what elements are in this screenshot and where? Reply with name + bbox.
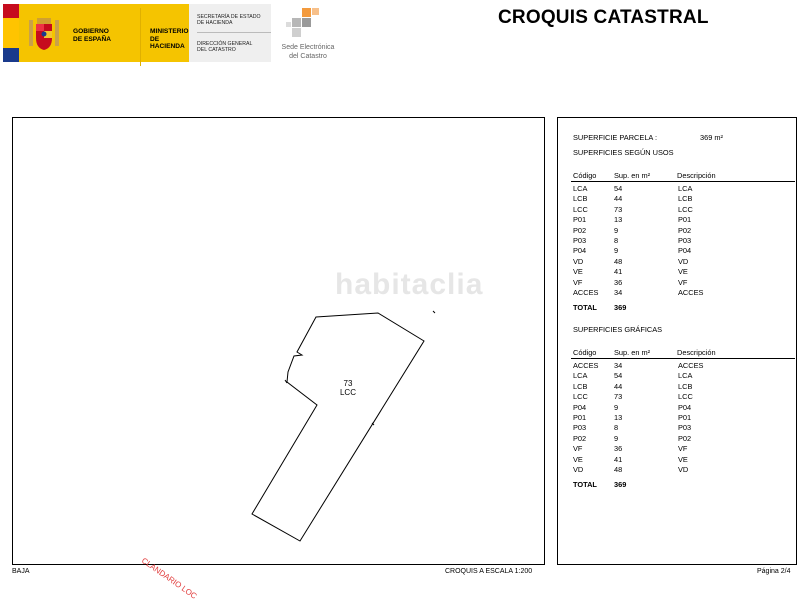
row-desc: ACCES bbox=[678, 288, 704, 297]
row-codigo: P04 bbox=[573, 246, 587, 256]
table-row bbox=[573, 246, 793, 256]
row-desc: VD bbox=[678, 256, 689, 266]
table-row bbox=[573, 257, 793, 267]
row-codigo: ACCES bbox=[573, 361, 599, 370]
row-codigo: VD bbox=[573, 465, 584, 474]
row-sup: 73 bbox=[614, 392, 623, 402]
row-desc: P01 bbox=[678, 413, 692, 422]
row-sup: 54 bbox=[614, 184, 623, 193]
table-row bbox=[573, 403, 793, 413]
row-codigo: LCA bbox=[573, 184, 588, 193]
row-sup: 8 bbox=[614, 236, 619, 245]
row-sup: 9 bbox=[614, 246, 619, 256]
row-codigo: ACCES bbox=[573, 288, 599, 297]
table-row bbox=[573, 382, 793, 392]
row-sup: 41 bbox=[614, 454, 623, 464]
page-number: Página 2/4 bbox=[757, 568, 791, 575]
parcel-label bbox=[336, 379, 360, 397]
row-codigo: LCC bbox=[573, 204, 588, 214]
row-desc: P01 bbox=[678, 215, 692, 225]
row-desc: LCB bbox=[678, 194, 693, 204]
row-sup: 36 bbox=[614, 444, 623, 454]
graficas-header-rule bbox=[571, 358, 795, 359]
parcel-use: LCC bbox=[339, 388, 356, 397]
row-sup: 34 bbox=[614, 288, 623, 297]
table-row bbox=[573, 444, 793, 454]
table-row bbox=[573, 455, 793, 465]
parcel-tick bbox=[433, 311, 435, 313]
row-codigo: P01 bbox=[573, 215, 587, 225]
table-row bbox=[573, 184, 793, 194]
table-row bbox=[573, 434, 793, 444]
gobierno-line-2: DE ESPAÑA bbox=[73, 35, 111, 43]
sede-line-1: Sede Electrónica bbox=[281, 44, 335, 51]
row-sup: 34 bbox=[614, 361, 623, 370]
table-row bbox=[573, 361, 793, 371]
table-row bbox=[573, 392, 793, 402]
usos-col-codigo: Código bbox=[573, 171, 597, 180]
secretaria-line-2: DE HACIENDA bbox=[197, 20, 233, 27]
row-codigo: P02 bbox=[573, 433, 587, 443]
row-codigo: VE bbox=[573, 267, 583, 277]
table-row bbox=[573, 205, 793, 215]
row-sup: 9 bbox=[614, 433, 619, 443]
ministerio-line-1: MINISTERIO bbox=[150, 28, 189, 35]
row-sup: 13 bbox=[614, 413, 623, 422]
page-title: CROQUIS CATASTRAL bbox=[498, 7, 709, 28]
row-desc: LCA bbox=[678, 184, 693, 193]
graficas-col-codigo: Código bbox=[573, 348, 597, 357]
row-desc: P02 bbox=[678, 433, 692, 443]
direccion-line-2: DEL CATASTRO bbox=[197, 47, 236, 54]
row-desc: P04 bbox=[678, 402, 692, 412]
floor-label: BAJA bbox=[12, 568, 30, 575]
row-codigo: P03 bbox=[573, 236, 587, 245]
table-row bbox=[573, 278, 793, 288]
table-row bbox=[573, 371, 793, 381]
row-sup: 9 bbox=[614, 402, 619, 412]
graficas-title: SUPERFICIES GRÁFICAS bbox=[573, 325, 663, 334]
usos-col-sup: Sup. en m² bbox=[614, 171, 651, 180]
table-row bbox=[573, 194, 793, 204]
row-codigo: P01 bbox=[573, 413, 587, 422]
row-codigo: VF bbox=[573, 444, 583, 454]
row-codigo: LCB bbox=[573, 194, 588, 204]
table-row bbox=[573, 215, 793, 225]
row-sup: 9 bbox=[614, 225, 619, 235]
graficas-total-label: TOTAL bbox=[573, 480, 597, 489]
row-desc: ACCES bbox=[678, 361, 704, 370]
row-codigo: LCB bbox=[573, 381, 588, 391]
row-codigo: VD bbox=[573, 256, 584, 266]
gobierno-line-1: GOBIERNO bbox=[73, 28, 109, 35]
row-sup: 44 bbox=[614, 381, 623, 391]
secretaria-line-1: SECRETARÍA DE ESTADO bbox=[197, 14, 261, 20]
row-desc: VF bbox=[678, 444, 688, 454]
row-desc: VE bbox=[678, 267, 688, 277]
table-row bbox=[573, 413, 793, 423]
graficas-col-desc: Descripción bbox=[677, 348, 716, 357]
row-desc: LCA bbox=[678, 371, 693, 381]
row-desc: LCC bbox=[678, 392, 693, 402]
scale-label: CROQUIS A ESCALA 1:200 bbox=[445, 568, 533, 575]
row-sup: 41 bbox=[614, 267, 623, 277]
row-sup: 73 bbox=[614, 204, 623, 214]
row-sup: 48 bbox=[614, 465, 623, 474]
parcel-code: 73 bbox=[343, 379, 353, 388]
direccion-line-1: DIRECCIÓN GENERAL bbox=[197, 41, 253, 47]
row-desc: VD bbox=[678, 465, 689, 474]
usos-total-value: 369 bbox=[614, 303, 627, 312]
usos-header-rule bbox=[571, 181, 795, 182]
row-desc: P03 bbox=[678, 423, 692, 433]
table-row bbox=[573, 288, 793, 298]
sede-line-2: del Catastro bbox=[289, 52, 327, 60]
usos-total-label: TOTAL bbox=[573, 303, 597, 312]
table-row bbox=[573, 465, 793, 475]
row-desc: VF bbox=[678, 277, 688, 287]
table-row bbox=[573, 226, 793, 236]
row-codigo: VE bbox=[573, 454, 583, 464]
row-codigo: P03 bbox=[573, 423, 587, 433]
row-sup: 8 bbox=[614, 423, 619, 433]
row-codigo: P04 bbox=[573, 402, 587, 412]
usos-title: SUPERFICIES SEGÚN USOS bbox=[573, 148, 674, 157]
watermark: habitaclia bbox=[335, 268, 484, 301]
table-row bbox=[573, 267, 793, 277]
usos-col-desc: Descripción bbox=[677, 171, 716, 180]
superficie-parcela-label: SUPERFICIE PARCELA : bbox=[573, 133, 658, 142]
row-sup: 36 bbox=[614, 277, 623, 287]
row-desc: P02 bbox=[678, 225, 692, 235]
row-desc: LCB bbox=[678, 381, 693, 391]
table-row bbox=[573, 236, 793, 246]
row-sup: 44 bbox=[614, 194, 623, 204]
table-row bbox=[573, 423, 793, 433]
graficas-col-sup: Sup. en m² bbox=[614, 348, 651, 357]
row-sup: 48 bbox=[614, 256, 623, 266]
red-stamp: CLANDARIO LOC bbox=[139, 556, 199, 601]
row-desc: VE bbox=[678, 454, 688, 464]
superficie-parcela-value: 369 m² bbox=[700, 133, 724, 142]
row-sup: 13 bbox=[614, 215, 623, 225]
row-codigo: P02 bbox=[573, 225, 587, 235]
ministerio-line-2: DE HACIENDA bbox=[150, 35, 185, 51]
graficas-total-value: 369 bbox=[614, 480, 627, 489]
parcel-outline bbox=[252, 313, 424, 541]
row-codigo: LCA bbox=[573, 371, 588, 381]
row-sup: 54 bbox=[614, 371, 623, 381]
row-desc: P04 bbox=[678, 246, 692, 256]
row-codigo: VF bbox=[573, 277, 583, 287]
row-desc: P03 bbox=[678, 236, 692, 245]
row-desc: LCC bbox=[678, 204, 693, 214]
row-codigo: LCC bbox=[573, 392, 588, 402]
